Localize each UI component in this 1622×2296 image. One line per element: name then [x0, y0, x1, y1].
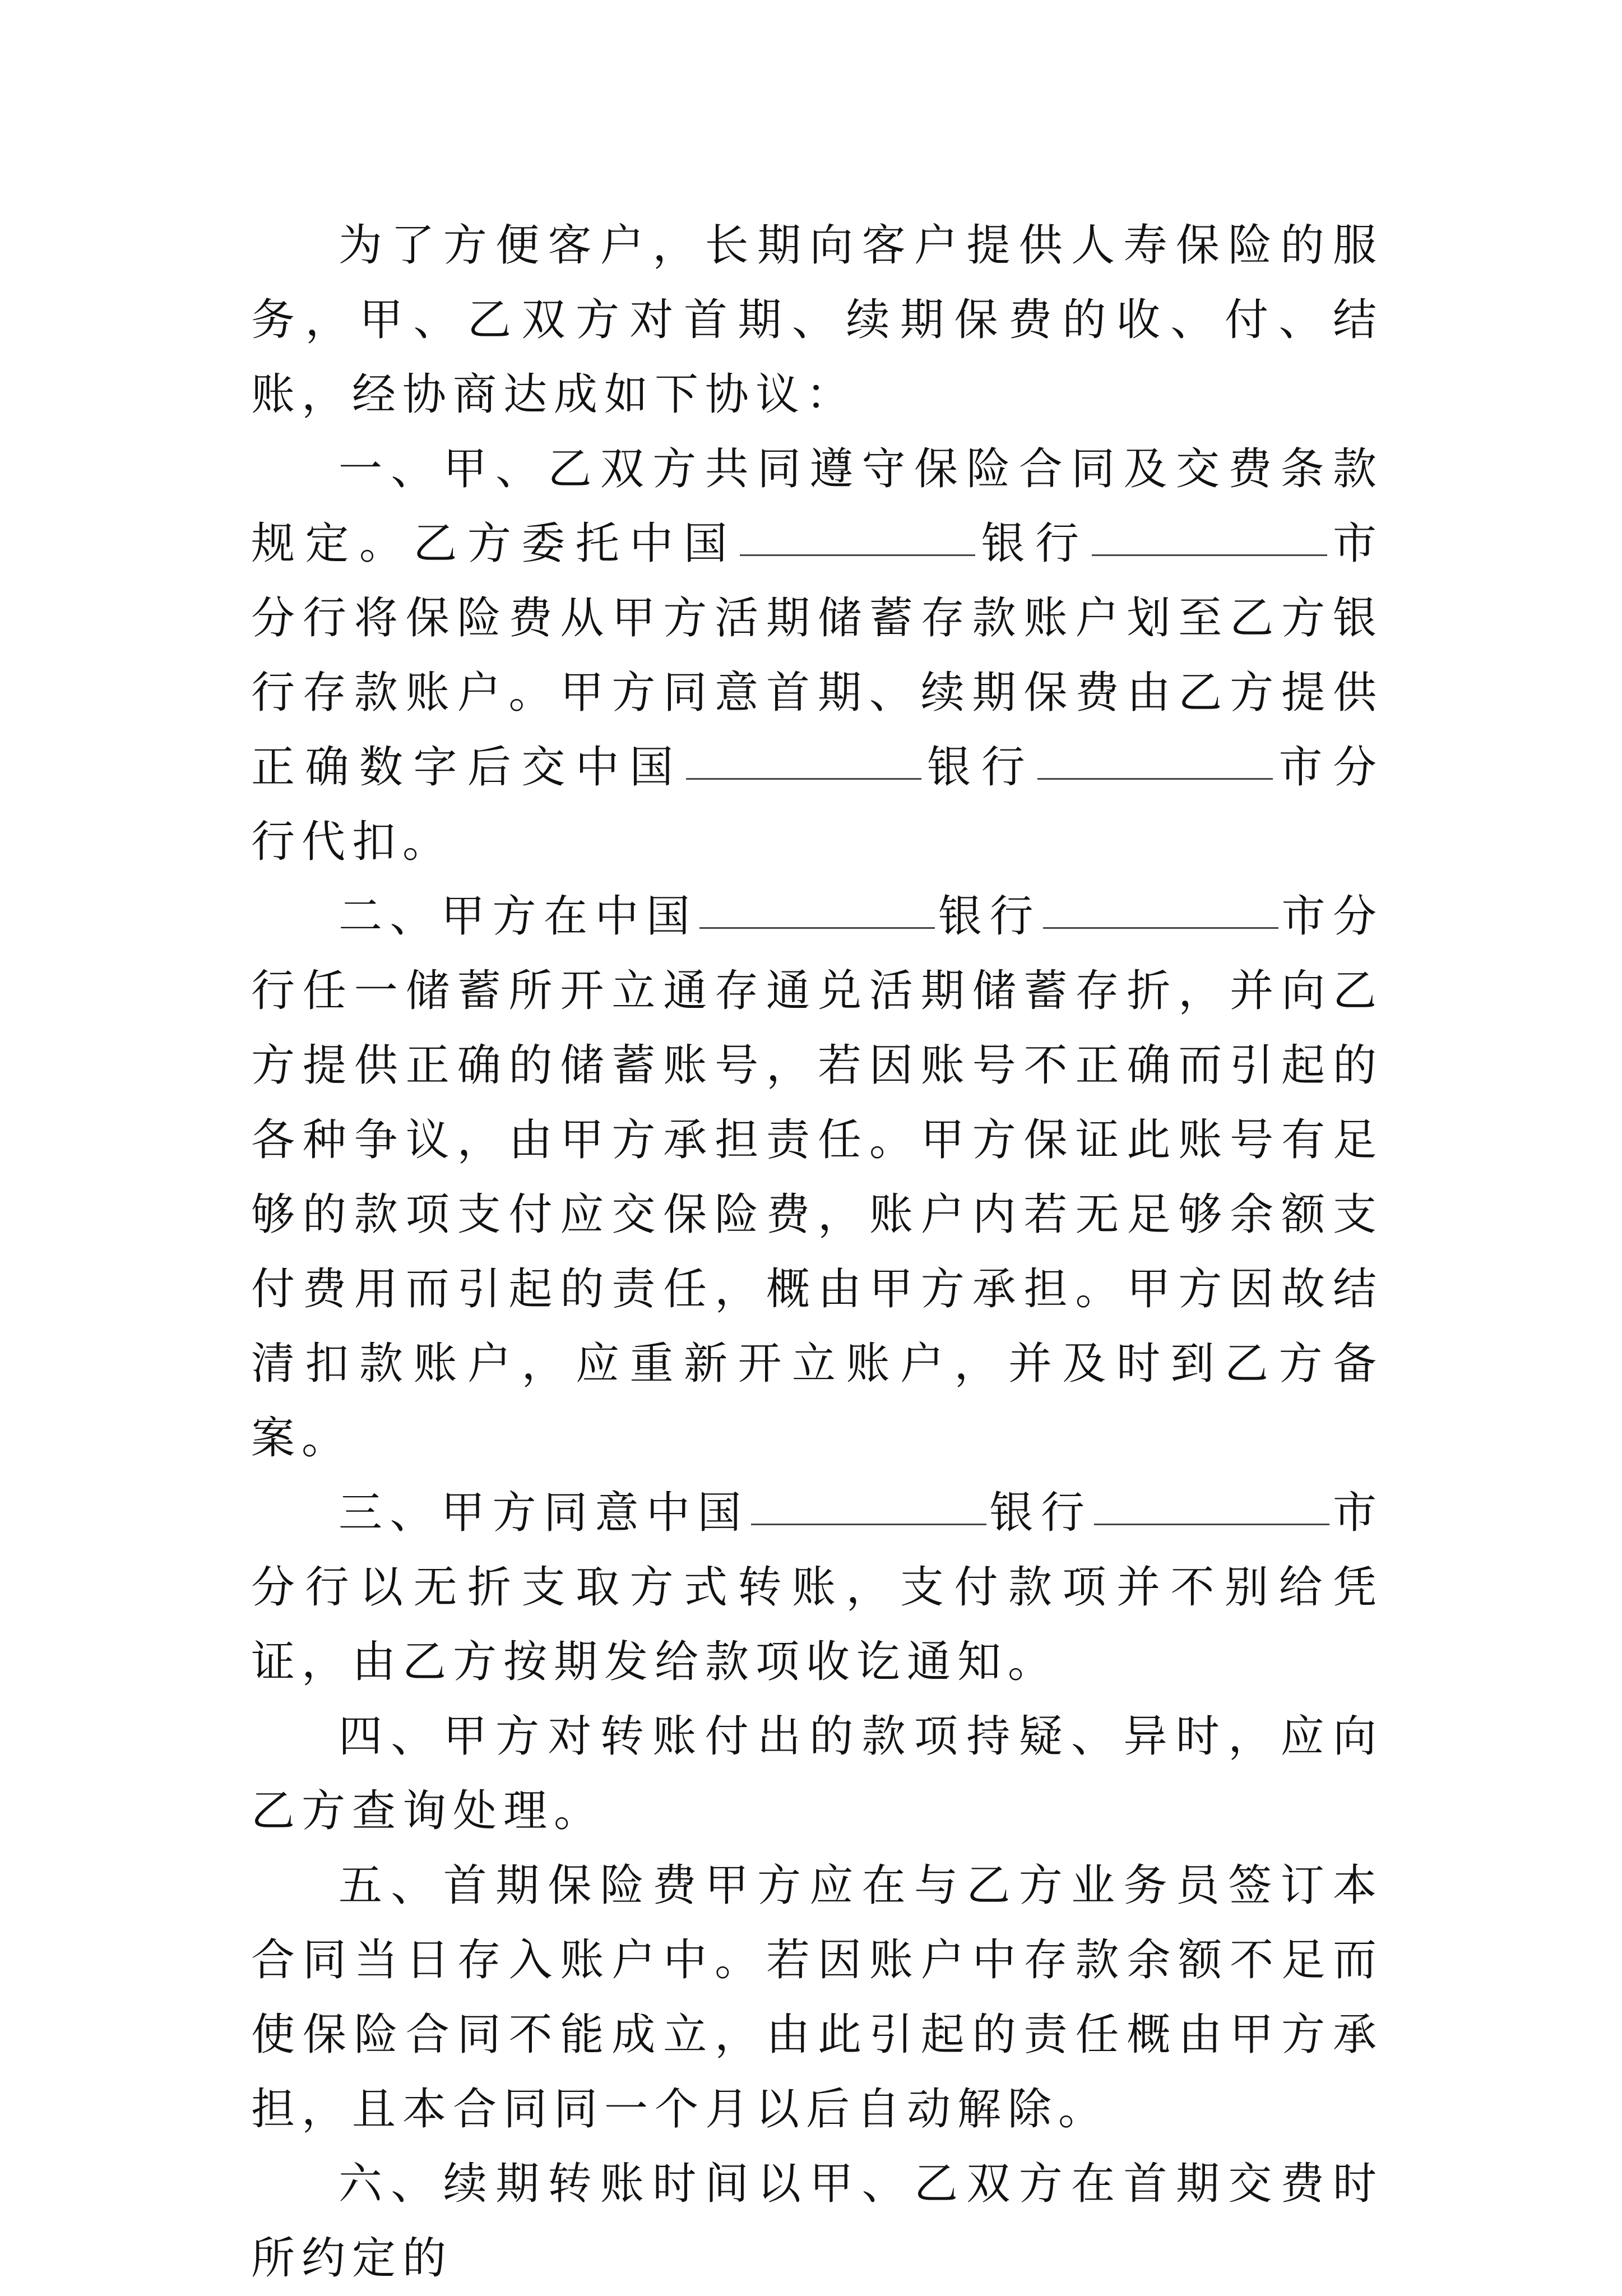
fill-in-blank	[740, 554, 975, 556]
text-run: 市分行以无折支取方式转账，支付款项并不别给凭证，由乙方按期发给款项收讫通知。	[251, 1488, 1383, 1687]
paragraph-clause-2	[251, 879, 1383, 1476]
text-run: 四、甲方对转账付出的款项持疑、异时，应向乙方查询处理。	[251, 1711, 1383, 1836]
fill-in-blank	[1094, 1523, 1329, 1525]
paragraph-clause-4	[251, 1700, 1383, 1849]
text-run: 一、甲、乙双方共同遵守保险合同及交费条款规定。乙方委托中国	[251, 444, 1383, 569]
paragraph-clause-1	[251, 432, 1383, 879]
fill-in-blank	[1037, 777, 1273, 780]
paragraph-clause-6	[251, 2147, 1383, 2296]
fill-in-blank	[1092, 554, 1327, 556]
text-run: 银行	[923, 742, 1036, 793]
text-run: 银行	[988, 1488, 1092, 1538]
paragraph-clause-3	[251, 1476, 1383, 1700]
text-run: 银行	[977, 519, 1090, 569]
text-run: 六、续期转账时间以甲、乙双方在首期交费时所约定的	[251, 2159, 1383, 2284]
fill-in-blank	[1043, 927, 1278, 929]
paragraph-intro	[251, 209, 1383, 432]
fill-in-blank	[751, 1523, 986, 1525]
text-run: 市分行代扣。	[251, 742, 1383, 867]
text-run: 市分行将保险费从甲方活期储蓄存款账户划至乙方银行存款账户。甲方同意首期、续期保费由乙方提供正确数字后交中国	[251, 519, 1383, 793]
fill-in-blank	[699, 927, 935, 929]
text-run: 五、首期保险费甲方应在与乙方业务员签订本合同当日存入账户中。若因账户中存款余额不足而使保险合同不能成立，由此引起的责任概由甲方承担，且本合同同一个月以后自动解除。	[251, 1860, 1383, 2135]
text-run: 三、甲方同意中国	[339, 1488, 749, 1538]
text-run: 银行	[937, 891, 1041, 942]
text-run: 市分行任一储蓄所开立通存通兑活期储蓄存折，并向乙方提供正确的储蓄账号，若因账号不正确而引起的各种争议，由甲方承担责任。甲方保证此账号有足够的款项支付应交保险费，账户内若无足够余额支付费用而引起的责任，概由甲方承担。甲方因故结清扣款账户，应重新开立账户，并及时到乙方备案。	[251, 891, 1383, 1464]
fill-in-blank	[686, 777, 921, 780]
paragraph-clause-5	[251, 1849, 1383, 2147]
text-run: 二、甲方在中国	[339, 891, 698, 942]
document-body	[251, 209, 1383, 2296]
text-run: 为了方便客户，长期向客户提供人寿保险的服务，甲、乙双方对首期、续期保费的收、付、结账，经协商达成如下协议：	[251, 220, 1383, 420]
